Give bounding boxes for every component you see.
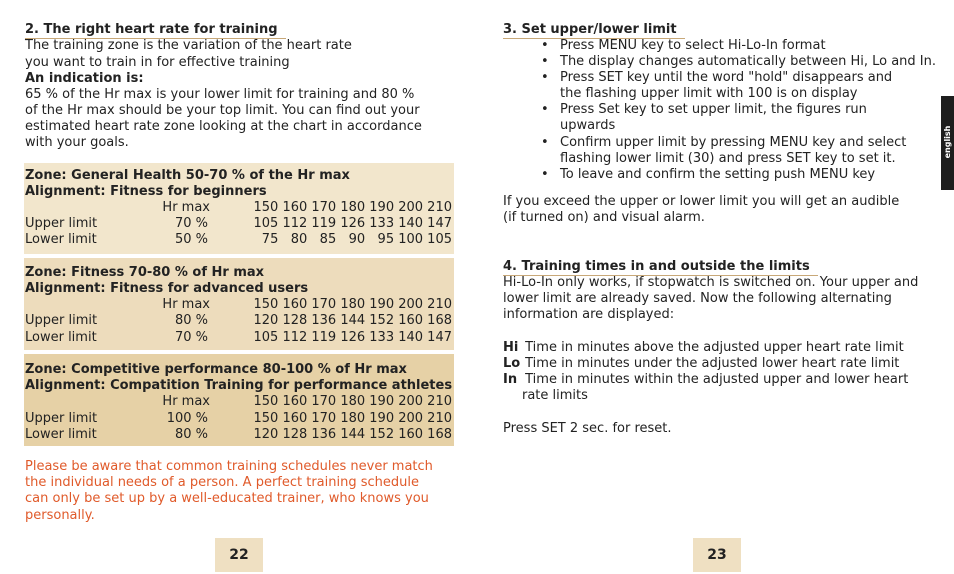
indication-line-3: estimated heart rate zone looking at the chart in accordance — [25, 119, 422, 134]
lower-limit-label: Lower limit — [25, 427, 97, 442]
upper-limit-label: Upper limit — [25, 313, 98, 328]
section4-line-2: lower limit are already saved. Now the following alternating — [503, 291, 892, 306]
zone-alignment: Alignment: Compatition Training for performance athletes — [25, 378, 453, 393]
page-number-right: 23 — [693, 538, 741, 572]
bullet-list — [541, 38, 937, 183]
hr-max-values: 150 160 170 180 190 200 210 — [253, 297, 452, 312]
zone-table-general-health — [24, 163, 454, 254]
bullet-glyph: • — [541, 166, 549, 182]
list-item: • The display changes automatically between Hi, Lo and In. — [541, 54, 937, 70]
upper-limit-values: 105 112 119 126 133 140 147 — [253, 216, 452, 231]
upper-limit-values: 120 128 136 144 152 160 168 — [253, 313, 452, 328]
bullet-glyph: • — [541, 38, 549, 53]
zone-table-competitive — [24, 354, 454, 446]
section4-line-3: information are displayed: — [503, 307, 675, 322]
bullet-glyph: • — [541, 102, 549, 118]
upper-limit-values: 150 160 170 180 190 200 210 — [253, 411, 452, 426]
definition-in: In Time in minutes within the adjusted upper and lower heart — [503, 372, 909, 387]
zone-title: Zone: General Health 50-70 % of the Hr max — [25, 168, 350, 183]
definition-hi: Hi Time in minutes above the adjusted upper heart rate limit — [503, 340, 904, 355]
section2-title: 2. The right heart rate for training — [25, 22, 286, 39]
bullet-glyph: • — [541, 134, 549, 150]
list-item: • Press MENU key to select Hi-Lo-In format — [541, 38, 826, 53]
upper-limit-label: Upper limit — [25, 216, 98, 231]
section4-line-1: Hi-Lo-In only works, if stopwatch is switched on. Your upper and — [503, 275, 919, 290]
zone-title: Zone: Competitive performance 80-100 % of Hr max — [25, 362, 407, 377]
lower-limit-pct: 50 % — [174, 232, 208, 247]
upper-limit-label: Upper limit — [25, 411, 98, 426]
indication-label: An indication is: — [25, 71, 144, 86]
hr-max-label: Hr max — [162, 200, 210, 215]
section4-title: 4. Training times in and outside the limits — [503, 259, 818, 276]
warning-line-1: Please be aware that common training schedules never match — [25, 459, 433, 474]
lower-limit-label: Lower limit — [25, 330, 97, 345]
hr-max-label: Hr max — [162, 394, 210, 409]
indication-line-2: of the Hr max should be your top limit. You can find out your — [25, 103, 420, 118]
list-item: • Press Set key to set upper limit, the figures run upwards — [541, 102, 867, 134]
intro-line-1: The training zone is the variation of the heart rate — [25, 38, 352, 53]
warning-line-2: the individual needs of a person. A perfect training schedule — [25, 475, 419, 490]
language-tab — [941, 96, 954, 190]
alarm-line-2: (if turned on) and visual alarm. — [503, 210, 705, 225]
list-item: • Confirm upper limit by pressing MENU key and select flashing lower limit (30) and press SET key to set it. — [541, 134, 907, 166]
lower-limit-values: 105 112 119 126 133 140 147 — [253, 330, 452, 345]
zone-alignment: Alignment: Fitness for beginners — [25, 184, 267, 199]
upper-limit-pct: 100 % — [166, 411, 208, 426]
definition-key: In — [503, 372, 518, 387]
lower-limit-pct: 80 % — [174, 427, 208, 442]
lower-limit-values: 75 80 85 90 95 100 105 — [261, 232, 452, 247]
right-page — [477, 0, 954, 574]
hr-max-values: 150 160 170 180 190 200 210 — [253, 394, 452, 409]
definition-in-continuation: rate limits — [522, 388, 588, 403]
zone-table-fitness — [24, 258, 454, 350]
section3-title: 3. Set upper/lower limit — [503, 22, 685, 39]
intro-line-2: you want to train in for effective training — [25, 55, 290, 70]
hr-max-values: 150 160 170 180 190 200 210 — [253, 200, 452, 215]
reset-text: Press SET 2 sec. for reset. — [503, 421, 672, 436]
lower-limit-pct: 70 % — [174, 330, 208, 345]
page-number-left: 22 — [215, 538, 263, 572]
definition-key: Lo — [503, 356, 521, 371]
alarm-line-1: If you exceed the upper or lower limit you will get an audible — [503, 194, 900, 209]
bullet-glyph: • — [541, 54, 549, 70]
list-item: • Press SET key until the word "hold" disappears and the flashing upper limit with 100 is on display — [541, 70, 893, 102]
lower-limit-label: Lower limit — [25, 232, 97, 247]
indication-line-4: with your goals. — [25, 135, 129, 150]
warning-line-4: personally. — [25, 508, 95, 523]
language-tab-label: english — [943, 125, 952, 159]
warning-line-3: can only be set up by a well-educated trainer, who knows you — [25, 491, 429, 506]
upper-limit-pct: 80 % — [174, 313, 208, 328]
definition-lo: Lo Time in minutes under the adjusted lower heart rate limit — [503, 356, 900, 371]
lower-limit-values: 120 128 136 144 152 160 168 — [253, 427, 452, 442]
bullet-glyph: • — [541, 70, 549, 86]
upper-limit-pct: 70 % — [174, 216, 208, 231]
hr-max-label: Hr max — [162, 297, 210, 312]
zone-alignment: Alignment: Fitness for advanced users — [25, 281, 309, 296]
definition-key: Hi — [503, 340, 519, 355]
zone-title: Zone: Fitness 70-80 % of Hr max — [25, 265, 265, 280]
indication-line-1: 65 % of the Hr max is your lower limit for training and 80 % — [25, 87, 415, 102]
list-item: • To leave and confirm the setting push MENU key — [541, 166, 876, 182]
